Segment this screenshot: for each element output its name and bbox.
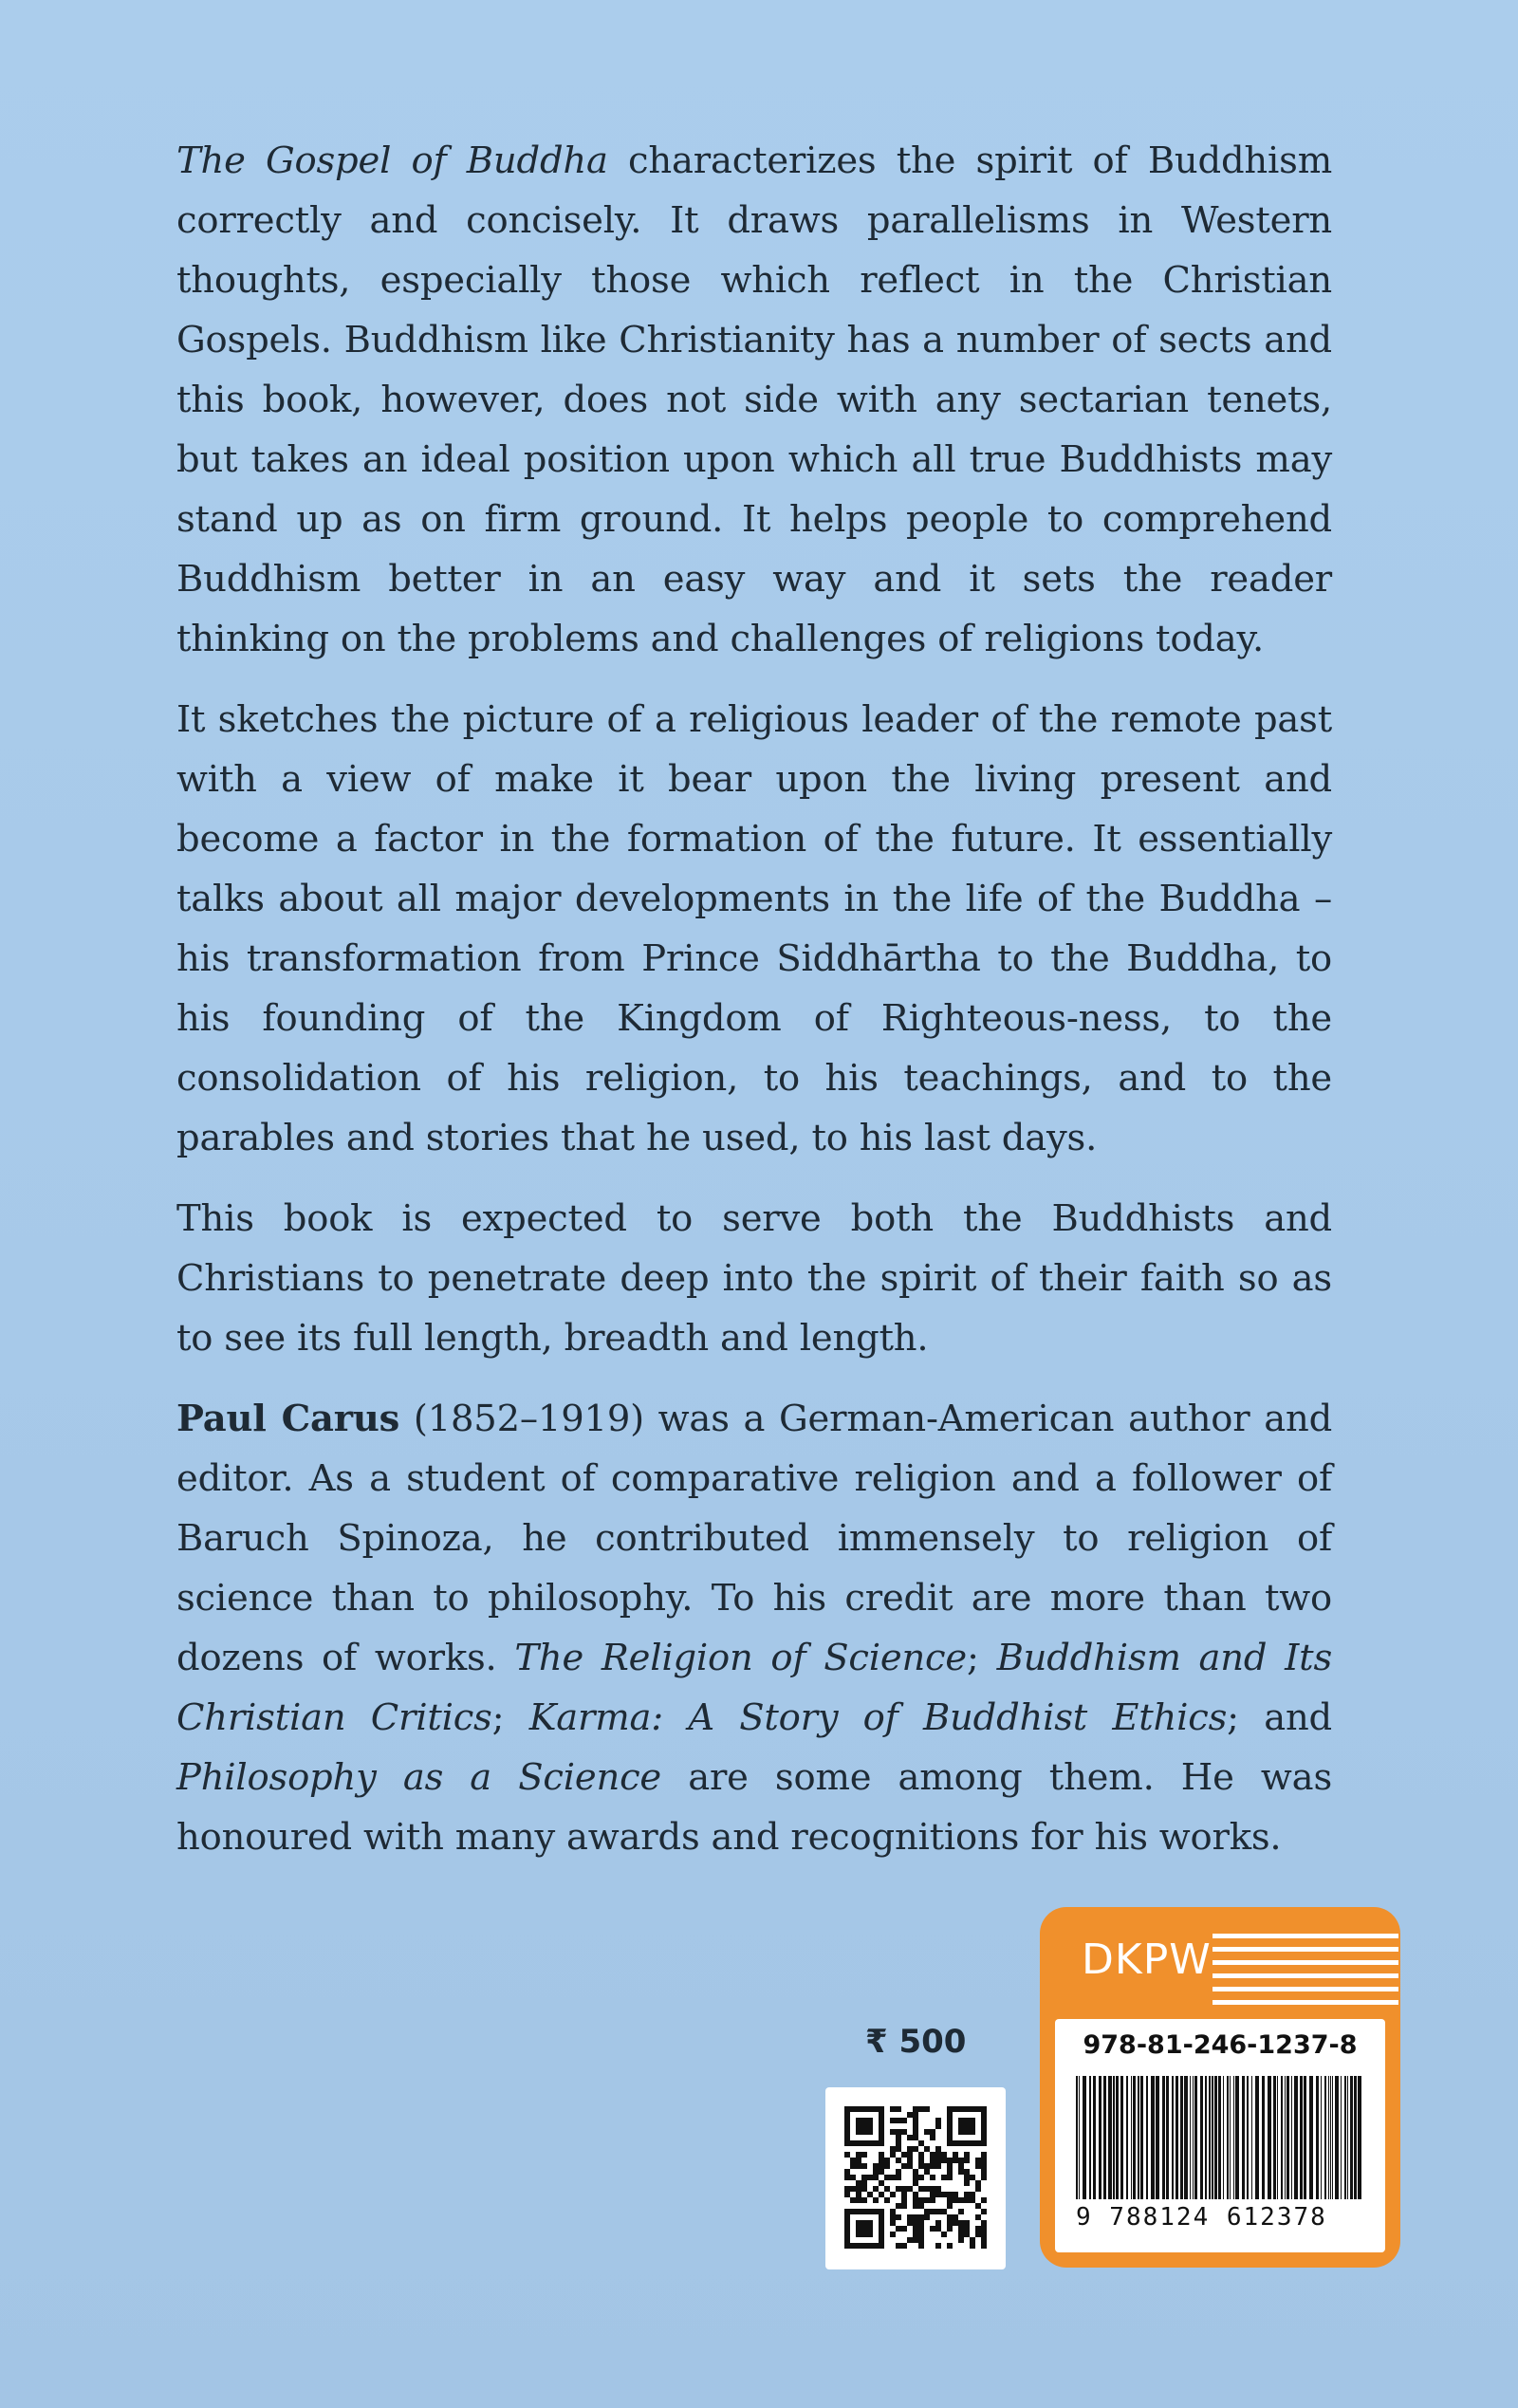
isbn-number: 978-81-246-1237-8 xyxy=(1083,2030,1358,2060)
book-title-italic: The Gospel of Buddha xyxy=(176,139,608,182)
blurb xyxy=(176,131,1332,1888)
work-1: The Religion of Science xyxy=(514,1637,967,1679)
qr-code[interactable] xyxy=(825,2087,1006,2269)
work-4: Philosophy as a Science xyxy=(176,1756,662,1799)
author-bio-text-a: (1852–1919) was a German-American author and editor. As a student of comparative religion and a follower of Baruch Spinoza, he contributed immensely to religion of science than to philosophy. To his credit are more than two dozens of works. xyxy=(176,1398,1333,1679)
blurb-paragraph-1-text: characterizes the spirit of Buddhism correctly and concisely. It draws parallelisms in Western thoughts, especially those which reflect in the Christian Gospels. Buddhism like Christianity has a number of sects and this book, however, does not side with any sectarian tenets, but takes an ideal position upon which all true Buddhists may stand up as on firm ground. It helps people to comprehend Buddhism better in an easy way and it sets the reader thinking on the problems and challenges of religions today. xyxy=(176,139,1332,660)
publisher-logo-text: DKPW xyxy=(1082,1936,1212,1984)
author-bio-text-b: are some among them. He was honoured with many awards and recognitions for his works. xyxy=(176,1756,1332,1859)
work-3: Karma: A Story of Buddhist Ethics xyxy=(528,1696,1228,1739)
price-label: ₹ 500 xyxy=(865,2023,967,2061)
publisher-badge xyxy=(1040,1907,1400,2268)
qr-code-icon xyxy=(844,2106,987,2249)
blurb-paragraph-3: This book is expected to serve both the Buddhists and Christians to penetrate deep into the spirit of their faith so as to see its full length, breadth and length. xyxy=(176,1197,1332,1360)
blurb-paragraph-1 xyxy=(176,131,1332,669)
work-2: Buddhism and Its Christian Critics xyxy=(176,1637,1332,1739)
separator-3: ; and xyxy=(1227,1696,1332,1739)
publisher-logo xyxy=(1040,1907,1400,2019)
barcode-icon xyxy=(1076,2076,1364,2201)
blurb-paragraph-2: It sketches the picture of a religious leader of the remote past with a view of make it bear upon the living present and become a factor in the formation of the future. It essentially talks about all major developments in the life of the Buddha – his transformation from Prince Siddhārtha to the Buddha, to his founding of the Kingdom of Righteous-ness, to the consolidation of his religion, to his teachings, and to the parables and stories that he used, to his last days. xyxy=(176,698,1332,1159)
separator-1: ; xyxy=(967,1637,997,1679)
separator-2: ; xyxy=(491,1696,529,1739)
logo-stripes xyxy=(1213,1934,1398,2013)
author-name: Paul Carus xyxy=(176,1398,400,1440)
barcode-panel xyxy=(1055,2019,1385,2252)
author-bio xyxy=(176,1389,1332,1867)
barcode-digits: 9 788124 612378 xyxy=(1076,2203,1327,2232)
